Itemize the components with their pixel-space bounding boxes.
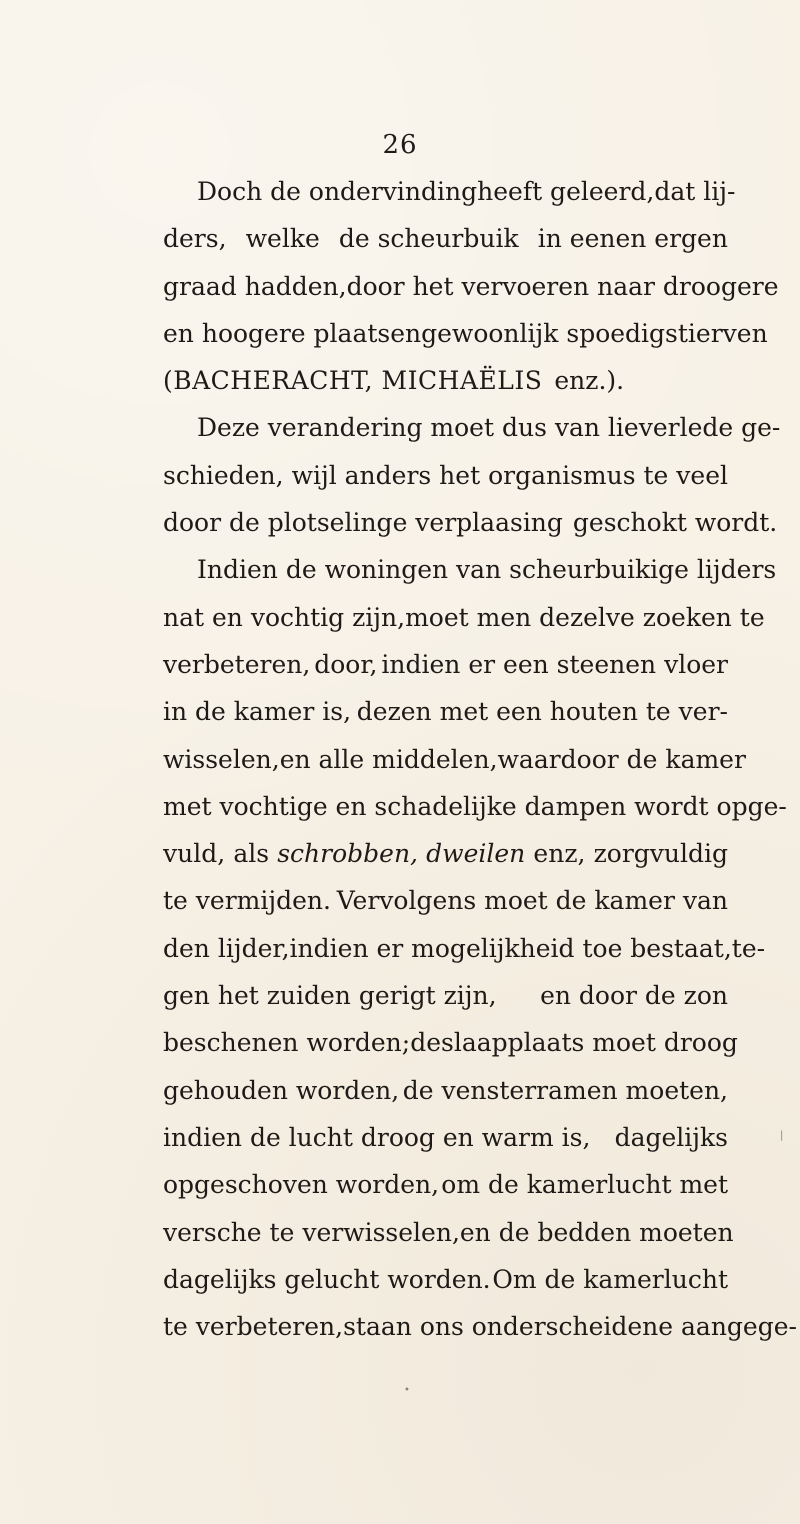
text-fragment: te vermijden. (163, 886, 331, 916)
text-fragment: verbeteren, (163, 649, 311, 679)
text-fragment: ders, (163, 224, 227, 254)
text-line (163, 357, 728, 404)
text-line (163, 263, 779, 310)
text-fragment: door de plotselinge verplaasing (163, 508, 563, 538)
text-line (163, 641, 728, 688)
text-line (163, 783, 787, 830)
text-line (163, 1114, 728, 1161)
text-fragment: staan ons onderscheidene aangege- (343, 1312, 797, 1342)
text-fragment: gen het zuiden gerigt zijn, (163, 981, 497, 1011)
text-fragment: indien er een steenen vloer (381, 649, 728, 679)
text-fragment: den lijder, (163, 933, 290, 963)
text-fragment: graad hadden, (163, 271, 347, 301)
text-fragment: dat lij- (654, 177, 736, 206)
text-fragment: om de kamerlucht met (441, 1170, 728, 1200)
text-fragment: Indien de woningen van scheurbuikige lijders (197, 555, 777, 585)
text-fragment: welke (245, 224, 320, 254)
text-fragment: te- (731, 933, 766, 963)
text-fragment: schieden, (163, 460, 284, 490)
text-line (163, 215, 728, 262)
text-fragment: de vensterramen moeten, (402, 1075, 728, 1105)
text-fragment: stierven (665, 318, 768, 348)
text-line (163, 404, 781, 451)
text-fragment: geschokt wordt. (572, 508, 778, 538)
text-fragment: wijl anders het organismus te veel (291, 460, 728, 490)
italic-term: dweilen (426, 839, 526, 869)
italic-term: schrobben, (277, 839, 419, 869)
text-fragment: opgeschoven worden, (163, 1170, 440, 1200)
text-line (163, 499, 778, 546)
text-line (163, 1019, 738, 1066)
text-fragment: met vochtige en schadelijke dampen wordt opge- (163, 791, 787, 821)
text-fragment: Vervolgens moet de kamer van (336, 886, 728, 916)
text-line (163, 1303, 797, 1350)
text-fragment: vuld, (163, 839, 226, 869)
text-fragment: dezen met een houten te ver- (356, 697, 728, 727)
text-fragment: de (410, 1028, 442, 1058)
author-citation: (BACHERACHT, MICHAËLIS (163, 366, 543, 396)
text-fragment: en alle middelen, (279, 744, 498, 774)
text-fragment: indien er mogelijkheid toe bestaat, (289, 933, 732, 963)
text-fragment: slaapplaats moet droog (441, 1028, 738, 1058)
text-fragment: versche te verwisselen, (163, 1217, 460, 1247)
text-line (163, 594, 765, 641)
text-fragment: te verbeteren, (163, 1312, 344, 1342)
text-fragment: dagelijks gelucht worden. (163, 1264, 491, 1294)
text-fragment: wisselen, (163, 744, 280, 774)
text-line (163, 925, 766, 972)
text-line (163, 736, 746, 783)
body-text (163, 168, 797, 1350)
text-line (163, 310, 768, 357)
text-line (163, 877, 728, 924)
text-fragment: gewoonlijk spoedig (421, 318, 666, 348)
text-line (163, 830, 728, 877)
text-fragment: enz.). (554, 366, 625, 396)
text-fragment: en de bedden moeten (459, 1217, 734, 1247)
text-fragment: heeft geleerd, (477, 177, 655, 206)
text-line (163, 168, 736, 215)
text-fragment: en hoogere plaatsen (163, 318, 422, 348)
text-fragment: indien de lucht droog en warm is, (163, 1122, 591, 1152)
margin-speck: | (780, 1130, 784, 1141)
text-fragment: zorgvuldig (593, 839, 728, 869)
text-line (163, 1256, 728, 1303)
text-fragment: door het vervoeren naar droogere (346, 271, 779, 301)
text-fragment: en door de zon (540, 981, 728, 1011)
text-line (163, 688, 728, 735)
text-line (163, 1067, 728, 1114)
text-line (163, 546, 777, 593)
page-number: 26 (382, 130, 418, 160)
ink-speck: • (404, 1385, 410, 1396)
text-fragment: dagelijks (614, 1122, 728, 1152)
text-fragment: beschenen worden; (163, 1028, 411, 1058)
text-line (163, 452, 728, 499)
text-fragment: Doch de ondervinding (197, 177, 478, 206)
text-fragment: nat en vochtig zijn, (163, 602, 406, 632)
text-fragment: waardoor de kamer (497, 744, 746, 774)
text-fragment: als (233, 839, 270, 869)
text-fragment: Om de kamerlucht (492, 1264, 728, 1294)
text-fragment: Deze verandering moet dus van lieverlede ge- (197, 413, 781, 443)
text-line (163, 1209, 734, 1256)
text-line (163, 1161, 728, 1208)
text-fragment: moet men dezelve zoeken te (405, 602, 765, 632)
text-line (163, 972, 728, 1019)
text-fragment: in eenen ergen (537, 224, 728, 254)
text-fragment: gehouden worden, (163, 1075, 400, 1105)
text-fragment: in de kamer is, (163, 697, 352, 727)
text-fragment: door, (314, 649, 378, 679)
text-fragment: de scheurbuik (338, 224, 519, 254)
text-fragment: enz, (533, 839, 586, 869)
